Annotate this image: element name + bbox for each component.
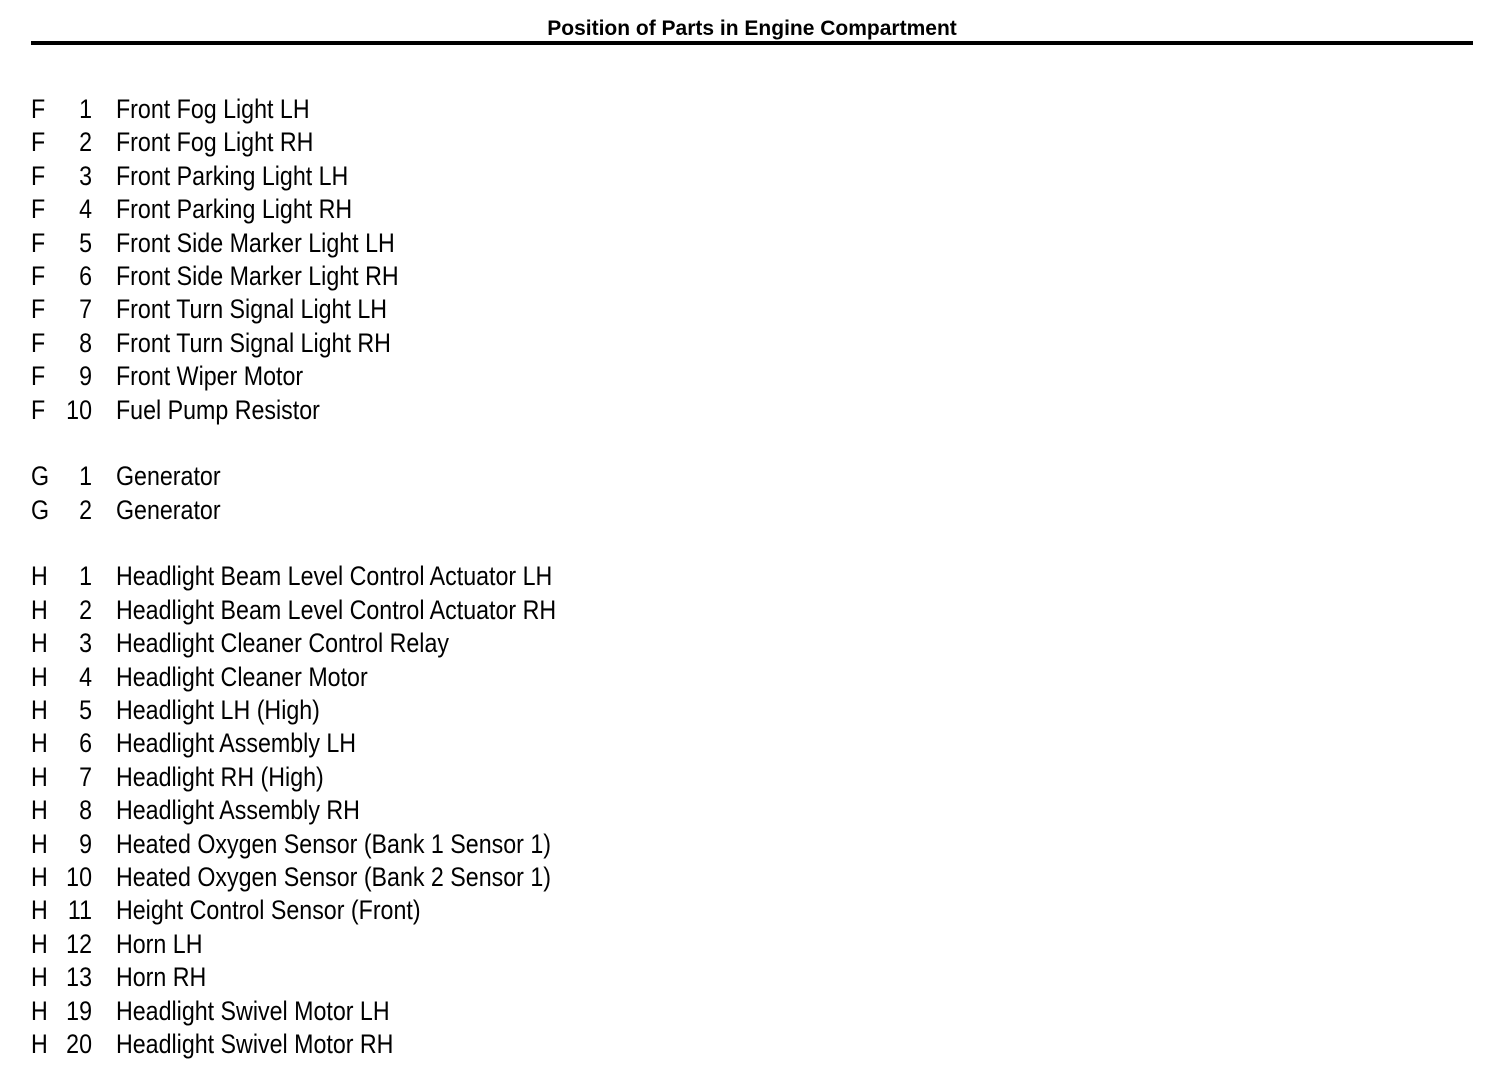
part-code: H xyxy=(31,594,48,625)
part-row xyxy=(0,861,1504,894)
part-row xyxy=(0,360,1504,393)
part-number: 5 xyxy=(79,227,92,258)
part-row xyxy=(0,494,1504,527)
part-description: Headlight Beam Level Control Actuator LH xyxy=(116,561,553,592)
part-number: 4 xyxy=(79,661,92,692)
part-number: 8 xyxy=(79,795,92,826)
part-description: Heated Oxygen Sensor (Bank 1 Sensor 1) xyxy=(116,828,551,859)
part-row xyxy=(0,661,1504,694)
part-code: F xyxy=(31,260,46,291)
part-row xyxy=(0,727,1504,760)
part-row xyxy=(0,694,1504,727)
part-row xyxy=(0,627,1504,660)
page-title: Position of Parts in Engine Compartment xyxy=(547,17,957,40)
part-description: Front Side Marker Light RH xyxy=(116,260,399,291)
part-description: Headlight Assembly LH xyxy=(116,728,357,759)
part-code: H xyxy=(31,1028,48,1059)
part-number: 6 xyxy=(79,728,92,759)
part-description: Fuel Pump Resistor xyxy=(116,394,320,425)
part-description: Front Parking Light RH xyxy=(116,194,353,225)
part-description: Front Turn Signal Light LH xyxy=(116,294,388,325)
part-number: 9 xyxy=(79,828,92,859)
part-number: 8 xyxy=(79,327,92,358)
part-number: 2 xyxy=(79,594,92,625)
part-number: 10 xyxy=(66,861,92,892)
part-description: Headlight RH (High) xyxy=(116,761,324,792)
part-description: Headlight Swivel Motor RH xyxy=(116,1028,394,1059)
part-code: F xyxy=(31,361,46,392)
part-code: F xyxy=(31,94,46,124)
part-description: Headlight Assembly RH xyxy=(116,795,360,826)
part-row xyxy=(0,1028,1504,1061)
part-code: H xyxy=(31,661,48,692)
part-row xyxy=(0,260,1504,293)
part-number: 3 xyxy=(79,628,92,659)
part-row xyxy=(0,160,1504,193)
part-description: Height Control Sensor (Front) xyxy=(116,895,421,926)
part-description: Front Parking Light LH xyxy=(116,160,349,191)
title-divider xyxy=(31,41,1473,45)
part-code: F xyxy=(31,327,46,358)
part-code: G xyxy=(31,494,50,525)
part-code: F xyxy=(31,294,46,325)
part-number: 11 xyxy=(67,895,92,926)
part-row xyxy=(0,761,1504,794)
part-row xyxy=(0,293,1504,326)
part-description: Headlight Cleaner Control Relay xyxy=(116,628,449,659)
part-code: H xyxy=(31,962,48,993)
part-row xyxy=(0,227,1504,260)
part-row xyxy=(0,460,1504,493)
part-number: 1 xyxy=(79,94,92,124)
part-description: Headlight Cleaner Motor xyxy=(116,661,368,692)
part-number: 6 xyxy=(79,260,92,291)
part-number: 12 xyxy=(66,928,92,959)
part-number: 2 xyxy=(79,494,92,525)
part-description: Generator xyxy=(116,461,221,492)
part-description: Generator xyxy=(116,494,221,525)
part-description: Front Fog Light LH xyxy=(116,94,310,124)
part-row xyxy=(0,193,1504,226)
parts-group-f xyxy=(0,93,1504,427)
part-number: 13 xyxy=(66,962,92,993)
part-code: H xyxy=(31,861,48,892)
part-code: F xyxy=(31,227,46,258)
part-code: H xyxy=(31,728,48,759)
parts-list xyxy=(0,93,1504,1061)
part-number: 19 xyxy=(66,995,92,1026)
part-code: H xyxy=(31,828,48,859)
part-code: F xyxy=(31,394,46,425)
part-description: Horn LH xyxy=(116,928,203,959)
part-code: H xyxy=(31,928,48,959)
part-code: H xyxy=(31,695,48,726)
part-description: Front Turn Signal Light RH xyxy=(116,327,391,358)
part-description: Headlight Beam Level Control Actuator RH xyxy=(116,594,557,625)
part-number: 4 xyxy=(79,194,92,225)
part-code: H xyxy=(31,895,48,926)
part-row xyxy=(0,93,1504,126)
part-description: Heated Oxygen Sensor (Bank 2 Sensor 1) xyxy=(116,861,551,892)
part-description: Front Wiper Motor xyxy=(116,361,304,392)
part-code: H xyxy=(31,795,48,826)
part-number: 2 xyxy=(79,127,92,158)
part-code: H xyxy=(31,561,48,592)
part-row xyxy=(0,794,1504,827)
part-code: F xyxy=(31,160,46,191)
part-row xyxy=(0,995,1504,1028)
part-row xyxy=(0,327,1504,360)
part-code: H xyxy=(31,761,48,792)
parts-group-h xyxy=(0,560,1504,1061)
part-row xyxy=(0,394,1504,427)
part-row xyxy=(0,594,1504,627)
part-row xyxy=(0,961,1504,994)
part-code: F xyxy=(31,194,46,225)
part-number: 3 xyxy=(79,160,92,191)
part-description: Front Fog Light RH xyxy=(116,127,314,158)
part-row xyxy=(0,126,1504,159)
part-description: Headlight LH (High) xyxy=(116,695,320,726)
part-number: 10 xyxy=(66,394,92,425)
part-number: 20 xyxy=(66,1028,92,1059)
part-description: Horn RH xyxy=(116,962,207,993)
part-code: H xyxy=(31,995,48,1026)
part-description: Headlight Swivel Motor LH xyxy=(116,995,390,1026)
part-number: 1 xyxy=(79,461,92,492)
part-code: H xyxy=(31,628,48,659)
part-code: G xyxy=(31,461,50,492)
part-row xyxy=(0,894,1504,927)
part-row xyxy=(0,560,1504,593)
part-row xyxy=(0,828,1504,861)
part-number: 1 xyxy=(79,561,92,592)
part-description: Front Side Marker Light LH xyxy=(116,227,395,258)
part-code: F xyxy=(31,127,46,158)
part-number: 9 xyxy=(79,361,92,392)
part-number: 7 xyxy=(79,761,92,792)
part-row xyxy=(0,928,1504,961)
part-number: 5 xyxy=(79,695,92,726)
parts-group-g xyxy=(0,460,1504,527)
part-number: 7 xyxy=(79,294,92,325)
